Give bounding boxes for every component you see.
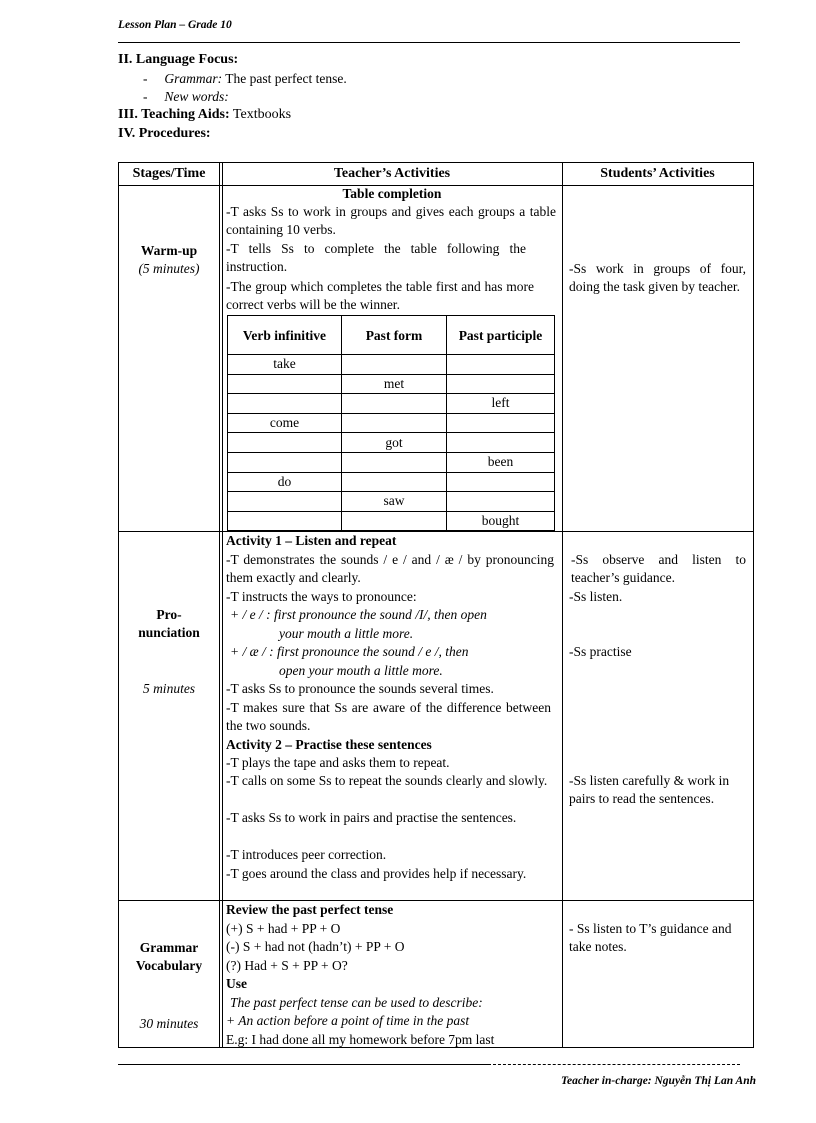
grammar-use-1: The past perfect tense can be used to describe: bbox=[230, 995, 483, 1010]
grammar-formula-question: (?) Had + S + PP + O? bbox=[226, 958, 348, 973]
verb-cell bbox=[228, 433, 342, 453]
new-words-bullet: - New words: bbox=[143, 89, 229, 104]
table-row bbox=[228, 374, 555, 394]
table-row bbox=[228, 355, 555, 375]
pron-teacher-7: -T plays the tape and asks them to repeat. bbox=[226, 755, 450, 770]
pron-teacher-8: -T calls on some Ss to repeat the sounds clearly and slowly. bbox=[226, 773, 548, 788]
verb-cell: take bbox=[228, 355, 342, 375]
verb-cell bbox=[447, 472, 555, 492]
verb-cell bbox=[228, 374, 342, 394]
pronunciation-stage bbox=[119, 606, 219, 643]
warmup-stage bbox=[119, 242, 219, 279]
verb-cell: bought bbox=[447, 511, 555, 531]
verb-col-past: Past form bbox=[342, 316, 447, 355]
table-row bbox=[228, 394, 555, 414]
verb-cell bbox=[447, 413, 555, 433]
header-teacher: Teacher’s Activities bbox=[333, 166, 451, 181]
footer-rule bbox=[118, 1064, 488, 1065]
grammar-stage-2: Vocabulary bbox=[135, 958, 203, 974]
verb-cell: been bbox=[447, 452, 555, 472]
grammar-time: 30 minutes bbox=[139, 1016, 199, 1031]
procedures-table bbox=[118, 162, 754, 1048]
verb-cell bbox=[342, 355, 447, 375]
table-row bbox=[228, 511, 555, 531]
warmup-teacher-3: -The group which completes the table first and has more correct verbs will be the winner. bbox=[226, 279, 534, 313]
pron-teacher-3a: + / e / : first pronounce the sound /I/, then open bbox=[230, 607, 487, 622]
col-divider bbox=[562, 163, 563, 1047]
pron-teacher-6: -T makes sure that Ss are aware of the difference between the two sounds. bbox=[226, 700, 551, 734]
grammar-use-title: Use bbox=[226, 976, 247, 991]
grammar-stage-1: Grammar bbox=[139, 940, 199, 955]
footer-rule-dashed bbox=[488, 1064, 740, 1065]
pron-teacher-4a: + / æ / : first pronounce the sound / e /, then bbox=[230, 644, 469, 659]
warmup-teacher-2: -T tells Ss to complete the table following the instruction. bbox=[226, 241, 526, 275]
pron-teacher-2: -T instructs the ways to pronounce: bbox=[226, 589, 417, 604]
verb-cell bbox=[228, 394, 342, 414]
verb-cell bbox=[342, 394, 447, 414]
verb-col-participle: Past participle bbox=[447, 316, 555, 355]
pron-teacher-4b: open your mouth a little more. bbox=[279, 663, 443, 678]
pronunciation-stage-1: Pro- bbox=[156, 607, 182, 622]
verb-cell: met bbox=[342, 374, 447, 394]
warmup-title: Table completion bbox=[342, 186, 442, 201]
verb-cell bbox=[447, 355, 555, 375]
pron-students-2: -Ss listen. bbox=[569, 589, 623, 604]
grammar-students-1: - Ss listen to T’s guidance and take notes. bbox=[569, 921, 732, 955]
warmup-time: (5 minutes) bbox=[138, 261, 200, 277]
warmup-students: -Ss work in groups of four, doing the task given by teacher. bbox=[569, 261, 746, 295]
table-row bbox=[228, 433, 555, 453]
procedures-heading: IV. Procedures: bbox=[118, 126, 211, 141]
verb-cell bbox=[447, 374, 555, 394]
verb-cell bbox=[228, 492, 342, 512]
header-stages: Stages/Time bbox=[132, 166, 206, 181]
verb-cell: saw bbox=[342, 492, 447, 512]
teaching-aids-line bbox=[118, 107, 291, 123]
warmup-teacher-1: -T asks Ss to work in groups and gives each groups a table containing 10 verbs. bbox=[226, 204, 556, 238]
teaching-aids-value: Textbooks bbox=[229, 107, 292, 122]
verb-col-infinitive: Verb infinitive bbox=[228, 316, 342, 355]
pron-teacher-3b: your mouth a little more. bbox=[279, 626, 414, 641]
verb-cell: left bbox=[447, 394, 555, 414]
pron-teacher-10: -T introduces peer correction. bbox=[226, 847, 387, 862]
verb-cell: do bbox=[228, 472, 342, 492]
grammar-value: The past perfect tense. bbox=[222, 71, 347, 86]
header-rule bbox=[118, 42, 740, 43]
table-row bbox=[228, 413, 555, 433]
header-students: Students’ Activities bbox=[600, 166, 715, 181]
col-divider bbox=[219, 163, 220, 1047]
verb-cell bbox=[447, 492, 555, 512]
activity-1-title: Activity 1 – Listen and repeat bbox=[226, 533, 397, 548]
pron-students-1: -Ss observe and listen to teacher’s guidance. bbox=[571, 552, 746, 586]
table-row bbox=[228, 472, 555, 492]
pron-students-4: -Ss listen carefully & work in pairs to read the sentences. bbox=[569, 773, 730, 807]
verb-cell bbox=[342, 452, 447, 472]
col-divider bbox=[222, 163, 223, 1047]
verb-cell bbox=[228, 452, 342, 472]
teaching-aids-label: III. Teaching Aids: bbox=[118, 107, 230, 122]
verb-cell: got bbox=[342, 433, 447, 453]
teacher-in-charge: Teacher in-charge: Nguyễn Thị Lan Anh bbox=[561, 1075, 756, 1087]
pron-students-3: -Ss practise bbox=[569, 644, 632, 659]
language-focus-heading: II. Language Focus: bbox=[118, 52, 239, 67]
grammar-bullet: - Grammar: The past perfect tense. bbox=[143, 71, 347, 86]
pronunciation-stage-2: nunciation bbox=[138, 625, 200, 641]
verb-cell bbox=[342, 413, 447, 433]
grammar-formula-negative: (-) S + had not (hadn’t) + PP + O bbox=[226, 939, 405, 954]
verb-cell: come bbox=[228, 413, 342, 433]
pron-teacher-11: -T goes around the class and provides help if necessary. bbox=[226, 866, 527, 881]
pron-teacher-9: -T asks Ss to work in pairs and practise the sentences. bbox=[226, 810, 517, 825]
grammar-stage bbox=[119, 939, 219, 976]
grammar-use-2: + An action before a point of time in the past bbox=[226, 1013, 470, 1028]
pron-teacher-1: -T demonstrates the sounds / e / and / æ / by pronouncing them exactly and clearly. bbox=[226, 552, 554, 586]
verb-cell bbox=[342, 472, 447, 492]
pronunciation-time: 5 minutes bbox=[142, 681, 196, 696]
grammar-formula-positive: (+) S + had + PP + O bbox=[226, 921, 341, 936]
verb-cell bbox=[447, 433, 555, 453]
table-row bbox=[228, 452, 555, 472]
table-row bbox=[228, 492, 555, 512]
verb-table bbox=[227, 315, 555, 531]
grammar-example: E.g: I had done all my homework before 7pm last bbox=[226, 1032, 495, 1047]
new-words-label: New words: bbox=[164, 89, 229, 104]
verb-cell bbox=[228, 511, 342, 531]
activity-2-title: Activity 2 – Practise these sentences bbox=[226, 737, 432, 752]
warmup-stage-label: Warm-up bbox=[140, 243, 198, 258]
grammar-label: Grammar: bbox=[164, 71, 223, 86]
grammar-review-title: Review the past perfect tense bbox=[226, 902, 394, 917]
pron-teacher-5: -T asks Ss to pronounce the sounds several times. bbox=[226, 681, 494, 696]
verb-cell bbox=[342, 511, 447, 531]
page-header-title: Lesson Plan – Grade 10 bbox=[118, 19, 232, 31]
